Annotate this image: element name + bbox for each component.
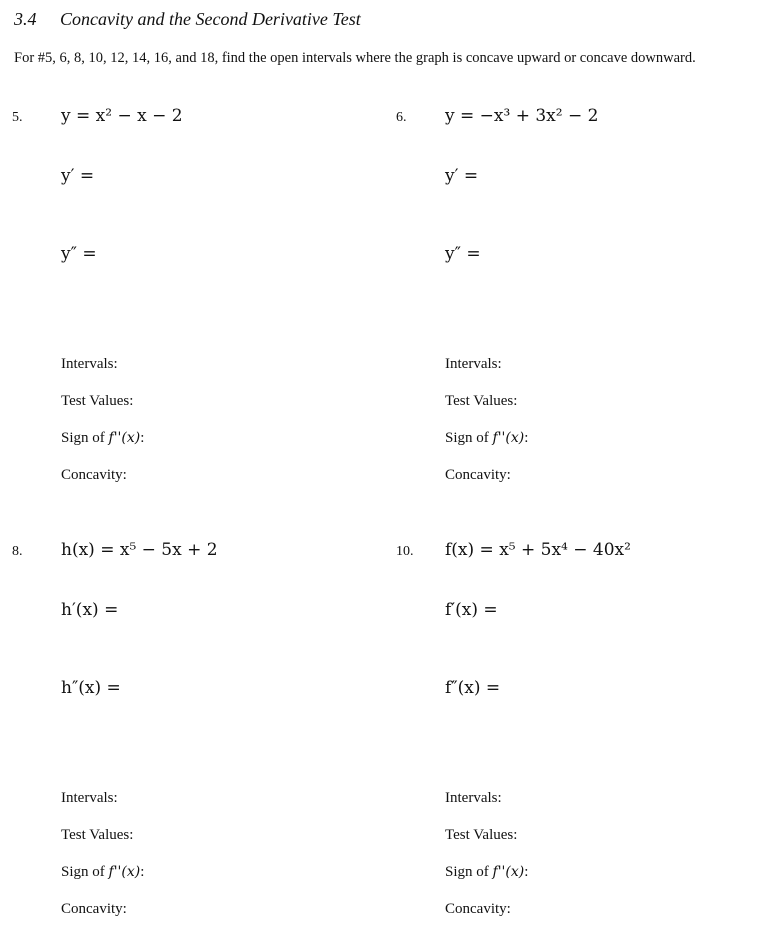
problem-number: 10. — [396, 544, 414, 559]
sign-prefix: Sign of — [445, 864, 493, 880]
sign-suffix: : — [524, 864, 529, 880]
sign-label — [445, 430, 528, 447]
concavity-label: Concavity: — [445, 467, 511, 483]
problem-equation: y = −x³ + 3x² − 2 — [445, 106, 599, 126]
sign-suffix: : — [140, 864, 145, 880]
sign-label — [61, 864, 144, 881]
second-derivative-label: f″(x) = — [445, 678, 501, 698]
first-derivative-label: y′ = — [61, 166, 95, 186]
concavity-label: Concavity: — [61, 901, 127, 917]
second-derivative-label: y″ = — [445, 244, 481, 264]
sign-function: f''(x) — [492, 430, 525, 446]
instructions: For #5, 6, 8, 10, 12, 14, 16, and 18, find the open intervals where the graph is concave upward or concave downward. — [14, 50, 696, 66]
sign-prefix: Sign of — [61, 864, 109, 880]
intervals-label: Intervals: — [61, 790, 118, 806]
problem-number: 6. — [396, 110, 407, 125]
sign-suffix: : — [524, 430, 529, 446]
intervals-label: Intervals: — [61, 356, 118, 372]
intervals-label: Intervals: — [445, 356, 502, 372]
concavity-label: Concavity: — [61, 467, 127, 483]
problem-equation: f(x) = x⁵ + 5x⁴ − 40x² — [445, 540, 631, 560]
problem-equation: h(x) = x⁵ − 5x + 2 — [61, 540, 218, 560]
sign-function: f''(x) — [108, 430, 141, 446]
section-number: 3.4 — [14, 9, 37, 29]
section-name: Concavity and the Second Derivative Test — [60, 9, 361, 29]
sign-function: f''(x) — [108, 864, 141, 880]
problem-number: 8. — [12, 544, 23, 559]
test-values-label: Test Values: — [61, 393, 134, 409]
test-values-label: Test Values: — [445, 393, 518, 409]
sign-prefix: Sign of — [61, 430, 109, 446]
test-values-label: Test Values: — [445, 827, 518, 843]
sign-suffix: : — [140, 430, 145, 446]
sign-label — [445, 864, 528, 881]
problem-number: 5. — [12, 110, 23, 125]
sign-function: f''(x) — [492, 864, 525, 880]
section-title — [14, 9, 361, 30]
second-derivative-label: y″ = — [61, 244, 97, 264]
concavity-label: Concavity: — [445, 901, 511, 917]
second-derivative-label: h″(x) = — [61, 678, 121, 698]
sign-prefix: Sign of — [445, 430, 493, 446]
first-derivative-label: h′(x) = — [61, 600, 119, 620]
test-values-label: Test Values: — [61, 827, 134, 843]
first-derivative-label: f′(x) = — [445, 600, 498, 620]
problem-equation: y = x² − x − 2 — [61, 106, 183, 126]
first-derivative-label: y′ = — [445, 166, 479, 186]
sign-label — [61, 430, 144, 447]
intervals-label: Intervals: — [445, 790, 502, 806]
